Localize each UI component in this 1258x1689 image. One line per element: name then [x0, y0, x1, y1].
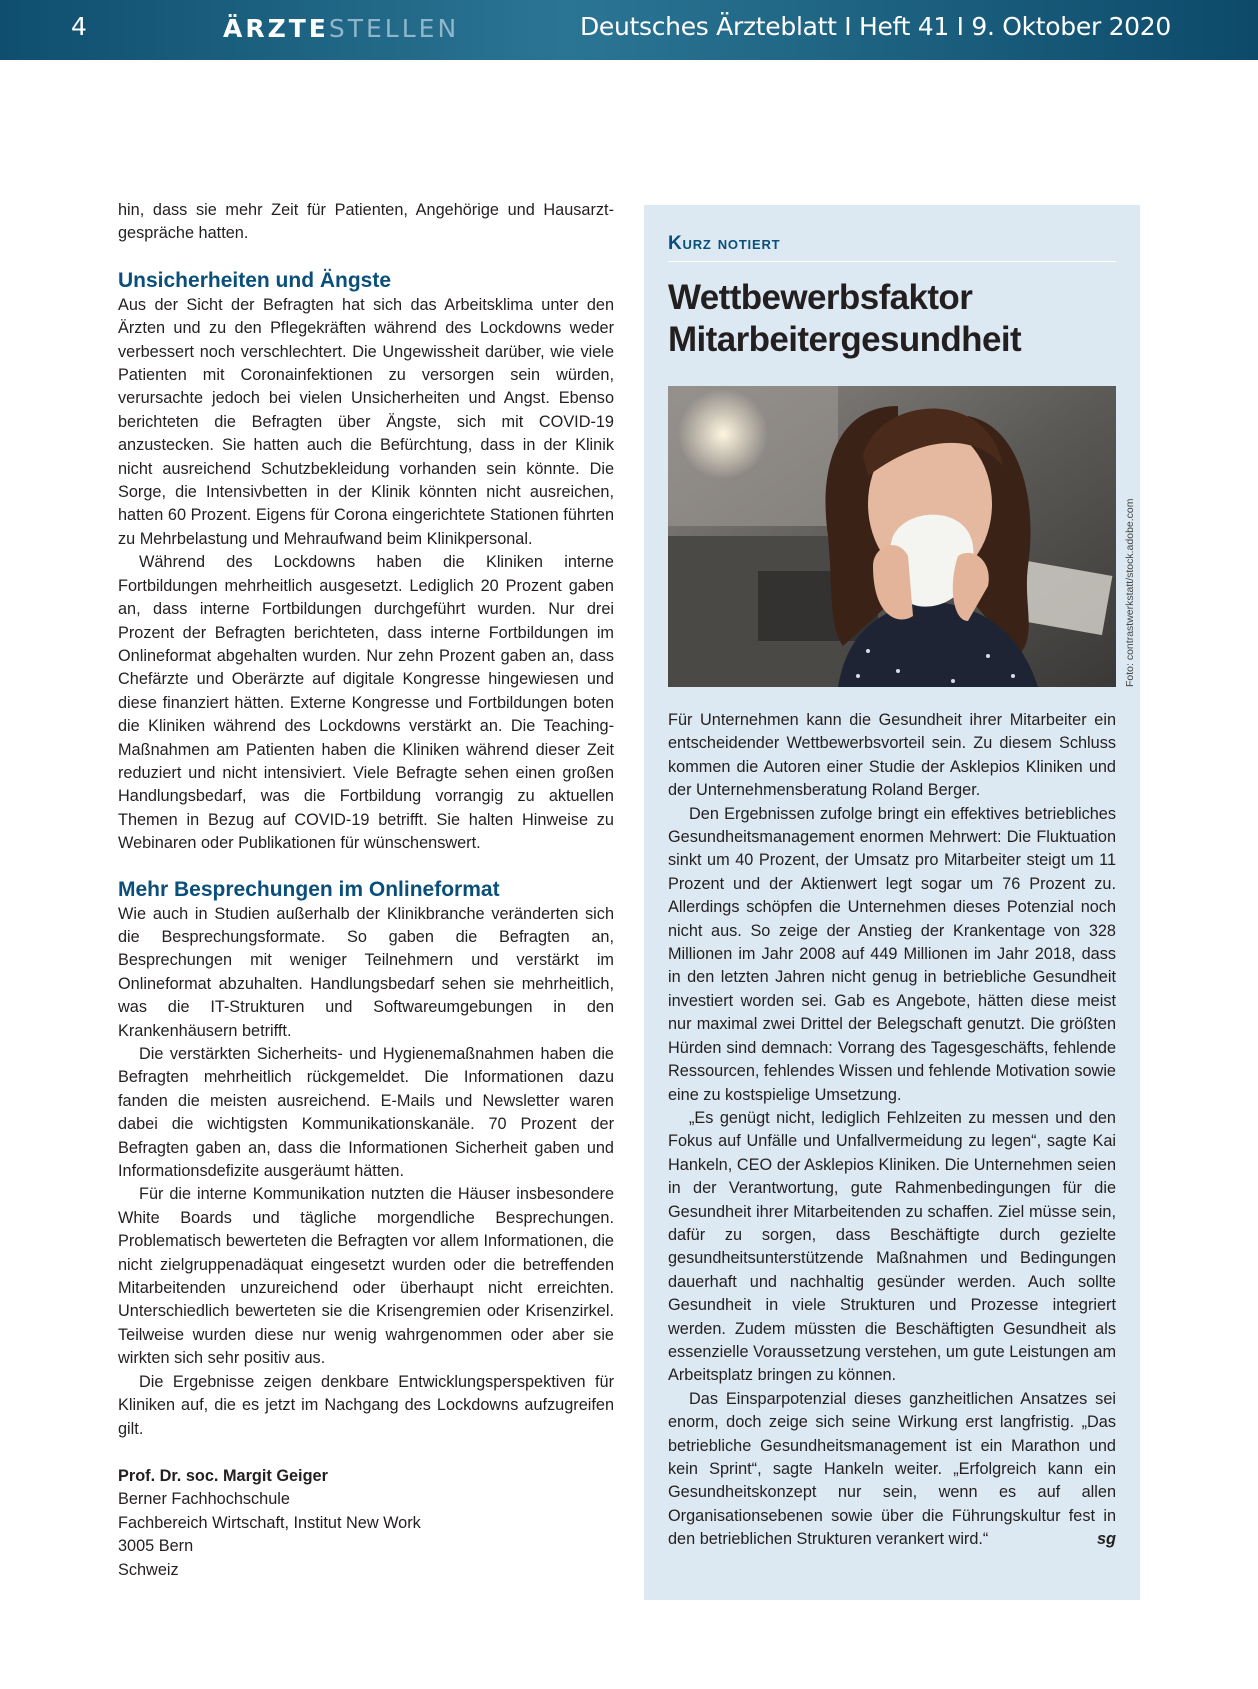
author-department: Fachbereich Wirtschaft, Institut New Work — [118, 1513, 421, 1532]
paragraph: Die Ergebnisse zeigen denkbare Entwicklungsperspektiven für Kliniken auf, die es jetzt im Nachgang des Lockdowns aufzugreifen gilt. — [118, 1372, 614, 1438]
box-title: Wettbewerbsfaktor Mitarbeitergesundheit — [668, 278, 1022, 359]
paragraph: Die verstärkten Sicherheits- und Hygienemaßnahmen haben die Befragten mehrheitlich rückgemeldet. Die Informationen dazu fanden die meisten ausreichend. E-Mails und Newsletter waren dabei die wichtigsten Kommunikationskanäle. 70 Prozent der Befragten gaben an, dass die Informationen Sicherheit gaben und Informationsdefizite ausgeräumt hätten. — [118, 1045, 614, 1181]
photo-credit: Foto: contrastwerkstatt/stock.adobe.com — [1124, 498, 1136, 687]
paragraph: Aus der Sicht der Befragten hat sich das Arbeitsklima unter den Ärzten und zu den Pflegekräften während des Lockdowns weder verbessert noch verschlechtert. Die Ungewissheit darüber, wie viele Patienten mit Coronainfektionen zu versorgen sein würden, verursachte jedoch bei vielen Unsicherheiten und Angst. Ebenso berichteten die Befragten über Ängste, sich mit COVID-19 anzustecken. Sie hatten auch die Befürchtung, dass in der Klinik nicht ausreichend Schutzbekleidung vorhanden sein könnte. Die Sorge, die Intensivbetten in der Klinik könnten nicht ausreichen, hatten 60 Prozent. Eigens für Corona eingerichtete Stationen führten zu Mehrbelastung und Mehraufwand beim Klinikpersonal. — [118, 295, 614, 548]
main-article-column — [118, 199, 614, 1582]
paragraph — [668, 1388, 1116, 1552]
section-heading-meetings: Mehr Besprechungen im Onlineformat — [118, 877, 500, 901]
paragraph-text: Das Einsparpotenzial dieses ganzheitlichen Ansatzes sei enorm, doch zeige sich seine Wirkung erst langfristig. „Das betriebliche Gesundheitsmanagement ist ein Marathon und kein Sprint“, sagte Hankeln weiter. „Erfolgreich kann ein Gesundheitskonzept nur sein, wenn es auf allen Organisationsebenen sowie über die Führungskultur fest in den betrieblichen Strukturen verankert wird.“ — [668, 1389, 1116, 1549]
brand-part2: STELLEN — [328, 14, 460, 43]
paragraph: Den Ergebnissen zufolge bringt ein effektives betriebliches Gesundheitsmanagement enormen Mehrwert: Die Fluktuation sinkt um 40 Prozent, der Umsatz pro Mitarbeiter steigt um 11 Prozent und der Aktienwert legt sogar um 76 Prozent zu. Allerdings schöpfen die Unternehmen dieses Potenzial noch nicht aus. So zeige der Anstieg der Krankentage von 328 Millionen im Jahr 2008 auf 449 Millionen im Jahr 2018, dass in den letzten Jahren nicht genug in betriebliche Gesundheit investiert worden sei. Gab es Angebote, hätten diese meist nur maximal zwei Drittel der Belegschaft genutzt. Die größten Hürden sind demnach: Vorrang des Tagesgeschäfts, fehlende Ressourcen, fehlendes Wissen und fehlende Motivation sowie eine zu kostspielige Umsetzung. — [668, 804, 1116, 1104]
paragraph: Für Unternehmen kann die Gesundheit ihrer Mitarbeiter ein entscheidender Wettbewerbsvorteil sein. Zu diesem Schluss kommen die Autoren einer Studie der Asklepios Kliniken und der Unternehmensberatung Roland Berger. — [668, 711, 1116, 800]
author-block — [118, 1465, 614, 1582]
section-heading-uncertainty: Unsicherheiten und Ängste — [118, 268, 392, 292]
brand-logo — [223, 14, 459, 43]
paragraph: Wie auch in Studien außerhalb der Klinikbranche veränderten sich die Besprechungsformate. So gaben die Befragten an, Besprechungen mit weniger Teilnehmern und verstärkt im Onlineformat abzuhalten. Handlungsbedarf sehen sie mehrheitlich, was die IT-Strukturen und Softwareumgebungen in den Krankenhäusern betrifft. — [118, 904, 614, 1040]
kicker-divider — [668, 261, 1116, 262]
author-signature: sg — [1096, 1530, 1116, 1549]
paragraph: „Es genügt nicht, lediglich Fehlzeiten zu messen und den Fokus auf Unfälle und Unfallvermeidung zu legen“, sagte Kai Hankeln, CEO der Asklepios Kliniken. Die Unternehmen seien in der Verantwortung, gute Rahmenbedingungen für die Gesundheit ihrer Mitarbeitenden zu schaffen. Ziel müsse sein, dafür zu sorgen, dass Beschäftigte durch gezielte gesundheitsunterstützende Maßnahmen und Bedingungen dauerhaft und nachhaltig gesünder werden. Auch sollte Gesundheit in viele Strukturen und Prozesse integriert werden. Zudem müssten die Beschäftigten Gesundheit als essenzielle Voraussetzung verstehen, um gute Leistungen am Arbeitsplatz bringen zu können. — [668, 1108, 1117, 1385]
paragraph: Während des Lockdowns haben die Kliniken interne Fortbildungen mehrheitlich ausgesetzt. Lediglich 20 Prozent gaben an, dass interne Fortbildungen durchgeführt wurden. Nur drei Prozent der Befragten berichteten, dass interne Fortbildungen im Onlineformat abgehalten wurden. Nur zehn Prozent gaben an, dass Chefärzte und Oberärzte auf digitale Kongresse hingewiesen und diese finanziert hätten. Externe Kongresse und Fortbildungen boten die Kliniken während des Lockdowns verstärkt an. Die Teaching-Maßnahmen am Patienten haben die Kliniken während dieser Zeit reduziert und nicht intensiviert. Viele Befragte sehen einen großen Handlungsbedarf, was die Fortbildung vorrangig zu aktuellen Themen in Bezug auf COVID-19 betrifft. Sie halten Hinweise zu Webinaren oder Publikationen für wünschenswert. — [118, 553, 614, 853]
sneezing-woman-photo — [668, 386, 1116, 687]
author-country: Schweiz — [118, 1560, 179, 1579]
paragraph: Für die interne Kommunikation nutzten die Häuser insbesondere White Boards und tägliche morgendliche Besprechungen. Problematisch bewerteten die Befragten vor allem Informationen, die nicht zielgruppenadäquat eingesetzt wurden oder die betreffenden Mitarbeitenden unzureichend oder überhaupt nicht erreichten. Unterschiedlich bewerteten sie die Krisengremien oder Krisenzirkel. Teilweise wurden diese nur wenig wahrgenommen oder aber sie wirkten sich sehr positiv aus. — [118, 1185, 614, 1368]
box-body — [668, 709, 1116, 1552]
box-kicker: Kurz notiert — [668, 233, 781, 254]
page-header — [0, 0, 1258, 60]
news-box — [644, 205, 1140, 1600]
brand-part1: ÄRZTE — [223, 14, 329, 43]
author-city: 3005 Bern — [118, 1537, 194, 1556]
intro-paragraph: hin, dass sie mehr Zeit für Patienten, Angehörige und Hausarztgespräche hatten. — [118, 201, 614, 243]
author-institution: Berner Fachhochschule — [118, 1490, 290, 1509]
author-name: Prof. Dr. soc. Margit Geiger — [118, 1466, 328, 1485]
page-number: 4 — [71, 12, 87, 41]
publication-info: Deutsches Ärzteblatt I Heft 41 I 9. Oktober 2020 — [579, 12, 1171, 41]
